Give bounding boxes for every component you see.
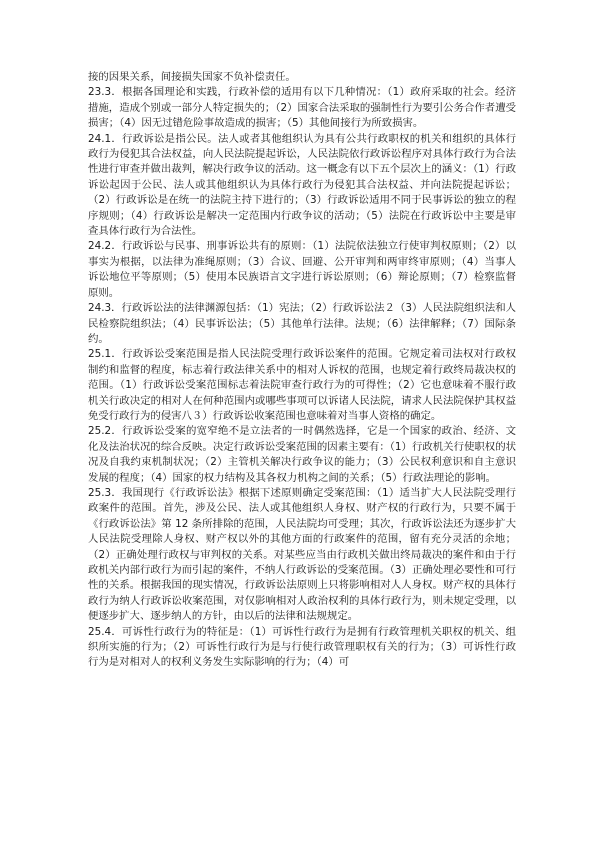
paragraph-23-3: 23.3．根据各国理论和实践，行政补偿的适用有以下几种情况：（1）政府采取的社会。经济措施，造成个别或一部分人特定损失的；（2）国家合法采取的强制性行为要引公务合作者遭受损害；（4）因无过错危险事故造成的损害；（5）其他间接行为所致损害。	[88, 86, 516, 130]
paragraph-25-4: 25.4．可诉性行政行为的特征是：（1）可诉性行政行为是拥有行政管理机关职权的机关、组织所实施的行为；（2）可诉性行政行为是与行使行政管理职权有关的行为；（3）可诉性行政行为是对相对人的权利义务发生实际影响的行为；（4）可	[88, 625, 516, 669]
paragraph-24-1: 24.1．行政诉讼是指公民。法人或者其他组织认为具有公共行政职权的机关和组织的具体行政行为侵犯其合法权益，向人民法院提起诉讼，人民法院依行政诉讼程序对具体行政行为合法性进行审查并做出裁判，解决行政争议的活动。这一概念有以下五个层次上的涵义：（1）行政诉讼起因于公民、法人或其他组织认为具体行政行为侵犯其合法权益、并向法院提起诉讼；（2）行政诉讼是在统一的法院主持下进行的；（3）行政诉讼适用不同于民事诉讼的独立的程序规则；（4）行政诉讼是解决一定范围内行政争议的活动；（5）法院在行政诉讼中主要是审查具体行政行为合法性。	[88, 132, 516, 238]
paragraph-25-3: 25.3．我国现行《行政诉讼法》根据下述原则确定受案范围：（1）适当扩大人民法院受理行政案件的范围。首先，涉及公民、法人或其他组织人身权、财产权的行政行为，只要不属于《行政诉讼法》第 12 条所排除的范围，人民法院均可受理；其次，行政诉讼法还为逐步扩大人民法院受理除人身权、财产权以外的其他方面的行政案件的范围，留有充分灵活的余地；（2）正确处理行政权与审判权的关系。对某些应当由行政机关做出终局裁决的案件和由于行政机关内部行政行为而引起的案件，不纳人行政诉讼的受案范围。（3）正确处理必要性和可行性的关系。根据我国的现实情况，行政诉讼法原则上只将影响相对人人身权。财产权的具体行政行为纳人行政诉讼收案范围，对仅影响相对人政治权利的具体行政行为，则未规定受理，以便逐步扩大、逐步纳人的方针，由以后的法律和法规规定。	[88, 486, 516, 623]
paragraph-23-2-tail: 接的因果关系，间接损失国家不负补偿责任。	[88, 71, 296, 83]
paragraph-24-3: 24.3．行政诉讼法的法律渊源包括：（1）宪法；（2）行政诉讼法２（3）人民法院组织法和人民检察院组织法；（4）民事诉讼法；（5）其他单行法律。法规；（6）法律解释；（7）国际条约。	[88, 302, 516, 345]
paragraph-25-2: 25.2．行政诉讼受案的宽窄绝不是立法者的一时偶然选择，它是一个国家的政治、经济、文化及法治状况的综合反映。决定行政诉讼受案范围的因素主要有：（1）行政机关行使职权的状况及自我约束机制状况；（2）主管机关解决行政争议的能力；（3）公民权利意识和自主意识发展的程度；（4）国家的权力结构及其各权力机构之间的关系；（5）行政法理论的影响。	[88, 425, 516, 484]
document-body	[88, 70, 516, 671]
paragraph-24-2: 24.2．行政诉讼与民事、刑事诉讼共有的原则：（1）法院依法独立行使审判权原则；（2）以事实为根据，以法律为准绳原则；（3）合议、回避、公开审判和两审终审原则；（4）当事人诉讼地位平等原则；（5）使用本民族语言文字进行诉讼原则；（6）辩论原则；（7）检察监督原则。	[88, 240, 516, 299]
paragraph-25-1: 25.1．行政诉讼受案范围是指人民法院受理行政诉讼案件的范围。它规定着司法权对行政权制约和监督的程度，标志着行政法律关系中的相对人诉权的范围，也规定着行政终局裁决权的范围。（1）行政诉讼受案范围标志着法院审查行政行为的可得性；（2）它也意味着不服行政机关行政决定的相对人在何种范围内或哪些事项可以诉诸人民法院，请求人民法院保护其权益免受行政行为的侵害八３）行政诉讼收案范围也意味着对当事人资格的确定。	[88, 348, 516, 422]
